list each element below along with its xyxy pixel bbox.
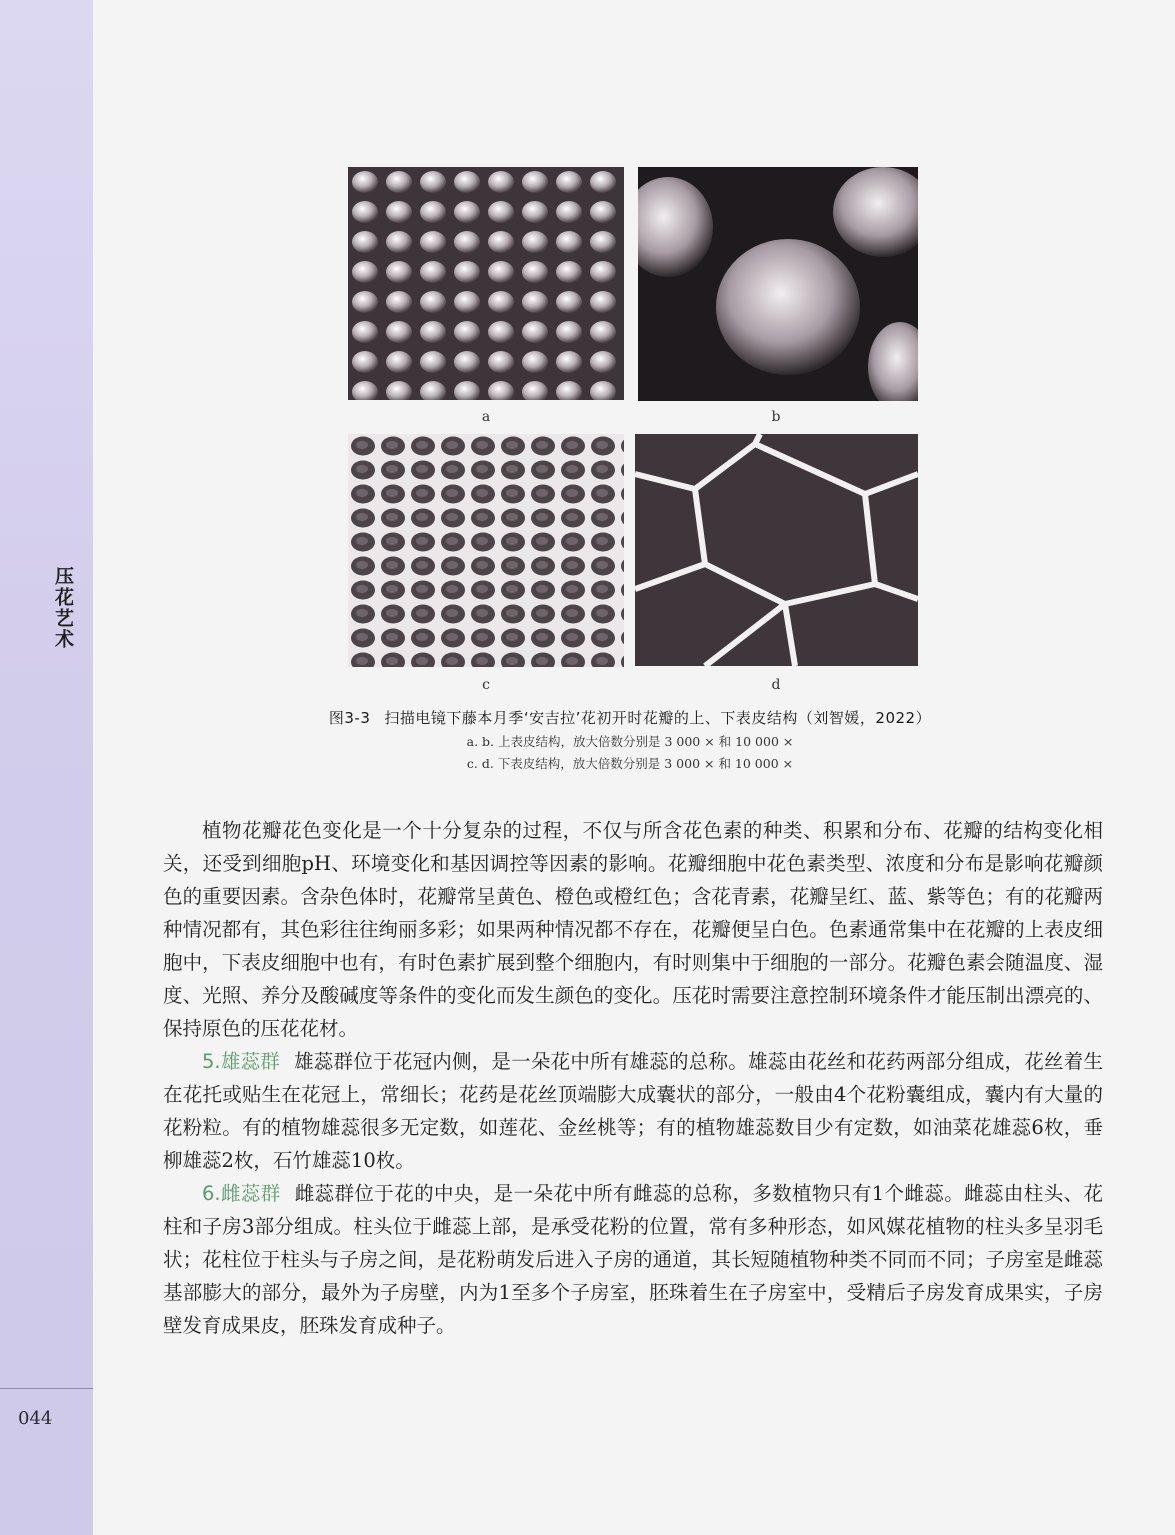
figure-number: 图3-3 bbox=[328, 709, 371, 727]
section-6-text: 雌蕊群位于花的中央，是一朵花中所有雌蕊的总称，多数植物只有1个雌蕊。雌蕊由柱头、花柱和子房3部分组成。柱头位于雌蕊上部，是承受花粉的位置，常有多种形态，如风媒花植物的柱头多呈羽毛状；花柱位于柱头与子房之间，是花粉萌发后进入子房的通道，其长短随植物种类不同而不同；子房室是雌蕊基部膨大的部分，最外为子房壁，内为1至多个子房室，胚珠着生在子房室中，受精后子房发育成果实，子房壁发育成果皮，胚珠发育成种子。 bbox=[163, 1182, 1103, 1337]
panel-label-c: c bbox=[482, 677, 490, 693]
section-5-heading: 5.雄蕊群 bbox=[202, 1050, 281, 1073]
sidebar-band bbox=[0, 0, 93, 1535]
section-5-text: 雄蕊群位于花冠内侧，是一朵花中所有雄蕊的总称。雄蕊由花丝和花药两部分组成，花丝着生在花托或贴生在花冠上，常细长；花药是花丝顶端膨大成囊状的部分，一般由4个花粉囊组成，囊内有大量的花粉粒。有的植物雄蕊很多无定数，如莲花、金丝桃等；有的植物雄蕊数目少有定数，如油菜花雄蕊6枚，垂柳雄蕊2枚，石竹雄蕊10枚。 bbox=[163, 1050, 1103, 1172]
page-number: 044 bbox=[18, 1408, 53, 1429]
body-text bbox=[163, 814, 1103, 1342]
caption-note-1: a. b. 上表皮结构，放大倍数分别是 3 000 × 和 10 000 × bbox=[466, 734, 794, 749]
caption-note-2: c. d. 下表皮结构，放大倍数分别是 3 000 × 和 10 000 × bbox=[466, 756, 794, 771]
micrograph-c-image bbox=[348, 434, 624, 667]
panel-label-d: d bbox=[771, 677, 781, 693]
caption-title: 扫描电镜下藤本月季‘安吉拉’花初开时花瓣的上、下表皮结构（刘智媛，2022） bbox=[384, 709, 932, 727]
micrograph-a-image bbox=[348, 167, 624, 400]
panel-label-b: b bbox=[771, 409, 781, 425]
paragraph-1: 植物花瓣花色变化是一个十分复杂的过程，不仅与所含花色素的种类、积累和分布、花瓣的结构变化相关，还受到细胞pH、环境变化和基因调控等因素的影响。花瓣细胞中花色素类型、浓度和分布是影响花瓣颜色的重要因素。含杂色体时，花瓣常呈黄色、橙色或橙红色；含花青素，花瓣呈红、蓝、紫等色；有的花瓣两种情况都有，其色彩往往绚丽多彩；如果两种情况都不存在，花瓣便呈白色。色素通常集中在花瓣的上表皮细胞中，下表皮细胞中也有，有时色素扩展到整个细胞内，有时则集中于细胞的一部分。花瓣色素会随温度、湿度、光照、养分及酸碱度等条件的变化而发生颜色的变化。压花时需要注意控制环境条件才能压制出漂亮的、保持原色的压花花材。 bbox=[163, 819, 1103, 1040]
section-6-paragraph bbox=[163, 1177, 1103, 1342]
section-5-paragraph bbox=[163, 1045, 1103, 1177]
section-6-heading: 6.雌蕊群 bbox=[202, 1182, 281, 1205]
figure-caption bbox=[190, 707, 1070, 772]
caption-title-line bbox=[190, 707, 1070, 728]
chapter-title: 压花艺术 bbox=[52, 566, 74, 650]
panel-label-a: a bbox=[481, 409, 491, 425]
page-rule bbox=[0, 1388, 93, 1389]
micrograph-d-image bbox=[635, 434, 918, 666]
micrograph-b-image bbox=[638, 167, 918, 401]
